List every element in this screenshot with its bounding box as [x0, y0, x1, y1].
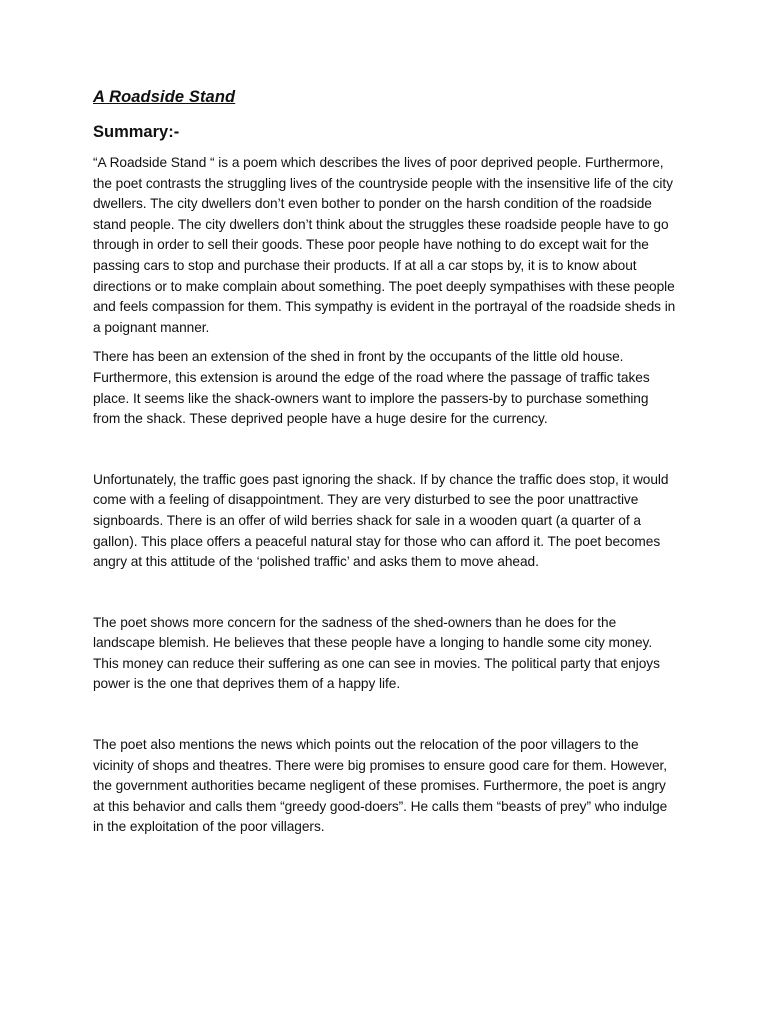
summary-heading: Summary:-: [93, 123, 180, 141]
paragraph-5: The poet also mentions the news which points out the relocation of the poor villagers to the vicinity of shops and theatres. There were big promises to ensure good care for them. However, the government authorities became negligent of these promises. Furthermore, the poet is angry at this behavior and calls them “greedy good-doers”. He calls them “beasts of prey” who indulge in the exploitation of the poor villagers.: [93, 737, 668, 835]
document-title: A Roadside Stand: [93, 88, 236, 106]
paragraph-1: “A Roadside Stand “ is a poem which describes the lives of poor deprived people. Furthermore, the poet contrasts the struggling lives of the countryside people with the insensitive life of the city dwellers. The city dwellers don’t even bother to ponder on the harsh condition of the roadside stand people. The city dwellers don’t think about the struggles these roadside people have to go through in order to sell their goods. These poor people have nothing to do except wait for the passing cars to stop and purchase their products. If at all a car stops by, it is to know about directions or to make complain about something. The poet deeply sympathises with these people and feels compassion for them. This sympathy is evident in the portrayal of the roadside sheds in a poignant manner.: [93, 155, 676, 335]
document-body: [93, 86, 677, 838]
paragraph-4: The poet shows more concern for the sadness of the shed-owners than he does for the landscape blemish. He believes that these people have a longing to handle some city money. This money can reduce their suffering as one can see in movies. The political party that enjoys power is the one that deprives them of a happy life.: [93, 614, 660, 692]
paragraph-3: Unfortunately, the traffic goes past ignoring the shack. If by chance the traffic does stop, it would come with a feeling of disappointment. They are very disturbed to see the poor unattractive signboards. There is an offer of wild berries shack for sale in a wooden quart (a quarter of a gallon). This place offers a peaceful natural stay for those who can afford it. The poet becomes angry at this attitude of the ‘polished traffic’ and asks them to move ahead.: [93, 471, 669, 570]
paragraph-2: There has been an extension of the shed in front by the occupants of the little old house. Furthermore, this extension is around the edge of the road where the passage of traffic takes place. It seems like the shack-owners want to implore the passers-by to purchase something from the shack. These deprived people have a huge desire for the currency.: [93, 349, 650, 427]
